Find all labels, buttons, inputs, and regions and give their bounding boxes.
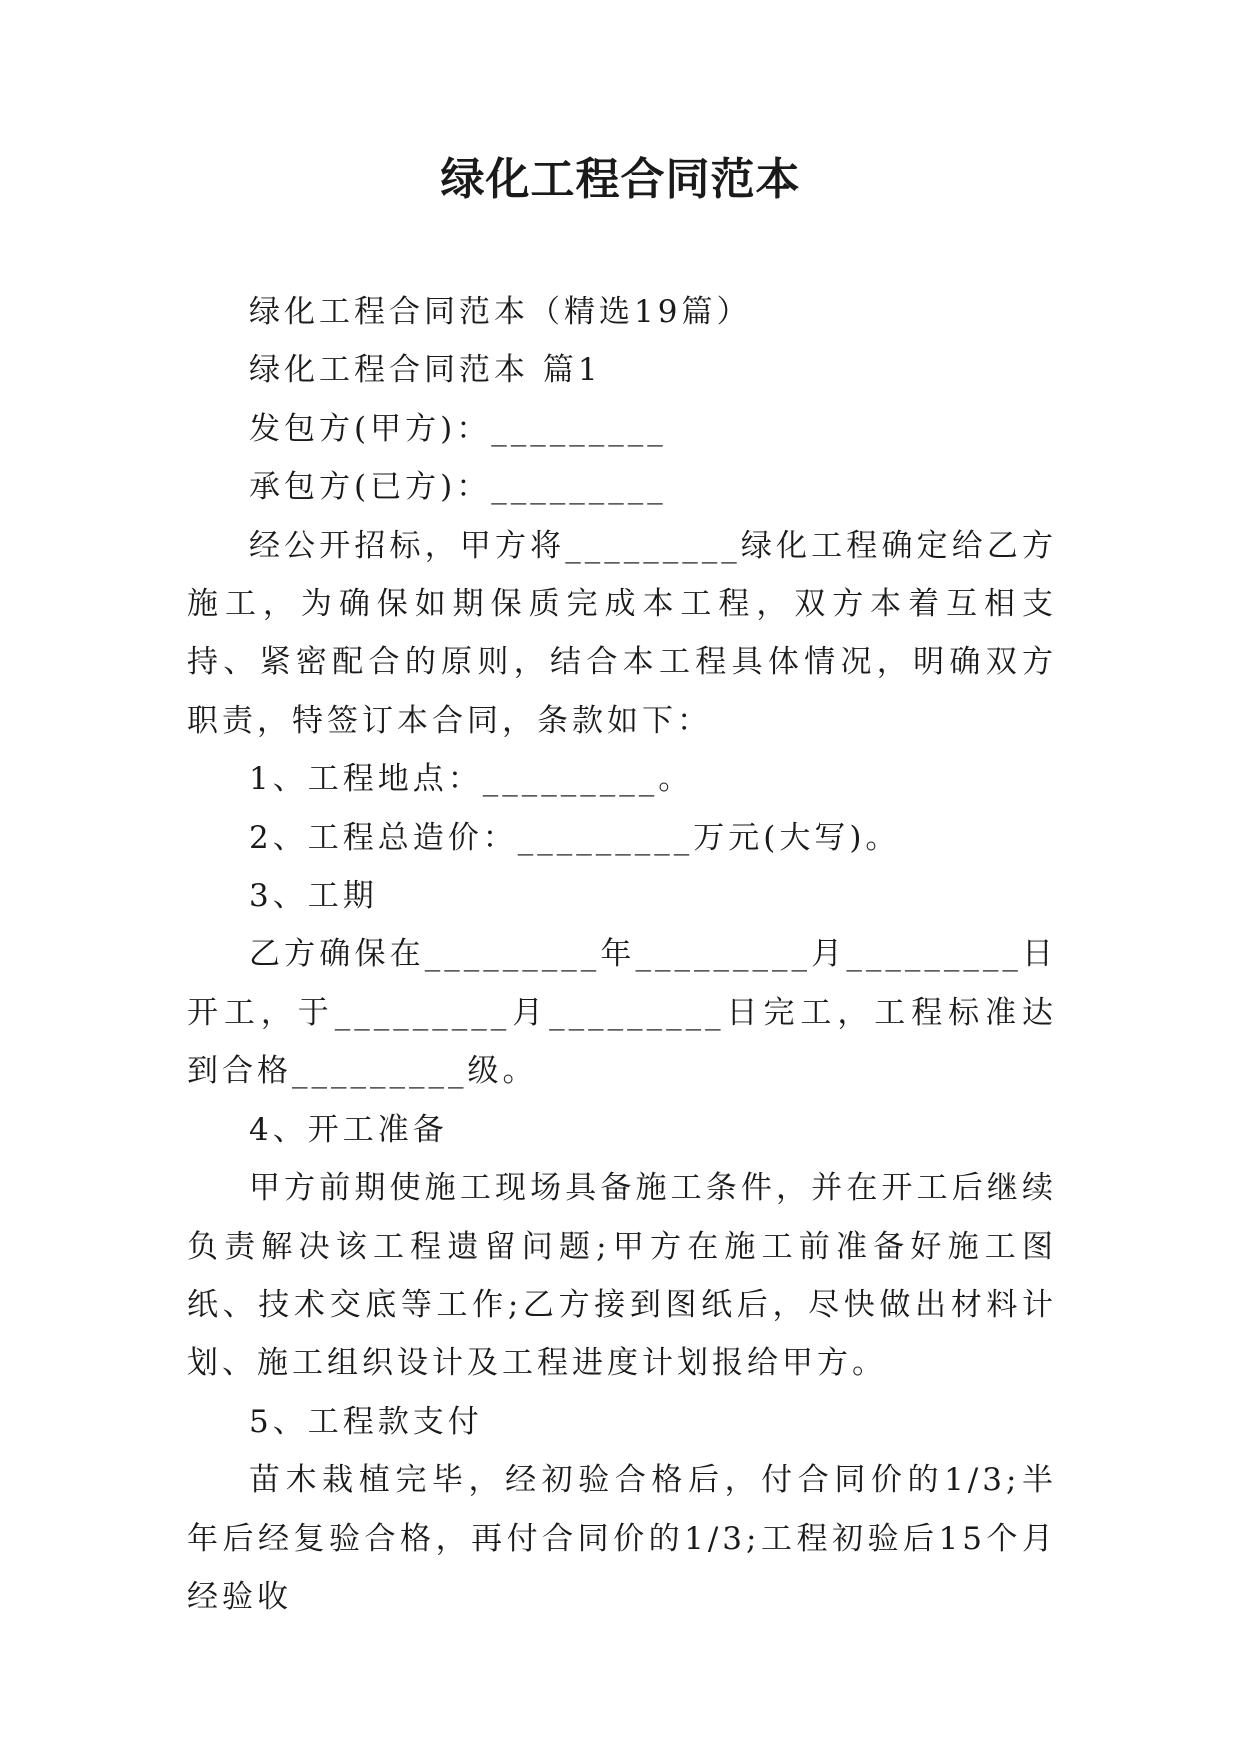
document-body bbox=[187, 283, 1057, 1626]
clause-1-location: 1、工程地点：_________。 bbox=[249, 761, 694, 798]
clause-5-body: 苗木栽植完毕，经初验合格后，付合同价的1/3;半年后经复验合格，再付合同价的1/3;工程初验后15个月经验收 bbox=[187, 1462, 1057, 1615]
clause-5-heading: 5、工程款支付 bbox=[249, 1403, 483, 1440]
clause-3-body: 乙方确保在_________年_________月_________日开工，于_________月_________日完工，工程标准达到合格_________级。 bbox=[187, 936, 1057, 1090]
paragraph-preamble: 经公开招标，甲方将_________绿化工程确定给乙方施工，为确保如期保质完成本工程，双方本着互相支持、紧密配合的原则，结合本工程具体情况，明确双方职责，特签订本合同，条款如下： bbox=[187, 527, 1057, 739]
paragraph-party-b: 承包方(已方)：_________ bbox=[249, 469, 667, 506]
paragraph-party-a: 发包方(甲方)：_________ bbox=[249, 410, 667, 447]
document-title: 绿化工程合同范本 bbox=[440, 154, 801, 205]
paragraph-subtitle: 绿化工程合同范本（精选19篇） bbox=[249, 294, 752, 330]
clause-4-body: 甲方前期使施工现场具备施工条件，并在开工后继续负责解决该工程遗留问题;甲方在施工前准备好施工图纸、技术交底等工作;乙方接到图纸后，尽快做出材料计划、施工组织设计及工程进度计划报给甲方。 bbox=[187, 1170, 1057, 1382]
paragraph-section-heading: 绿化工程合同范本 篇1 bbox=[249, 352, 602, 389]
clause-2-price: 2、工程总造价：_________万元(大写)。 bbox=[249, 819, 901, 856]
clause-4-heading: 4、开工准备 bbox=[249, 1111, 448, 1148]
clause-3-heading: 3、工期 bbox=[249, 878, 378, 915]
